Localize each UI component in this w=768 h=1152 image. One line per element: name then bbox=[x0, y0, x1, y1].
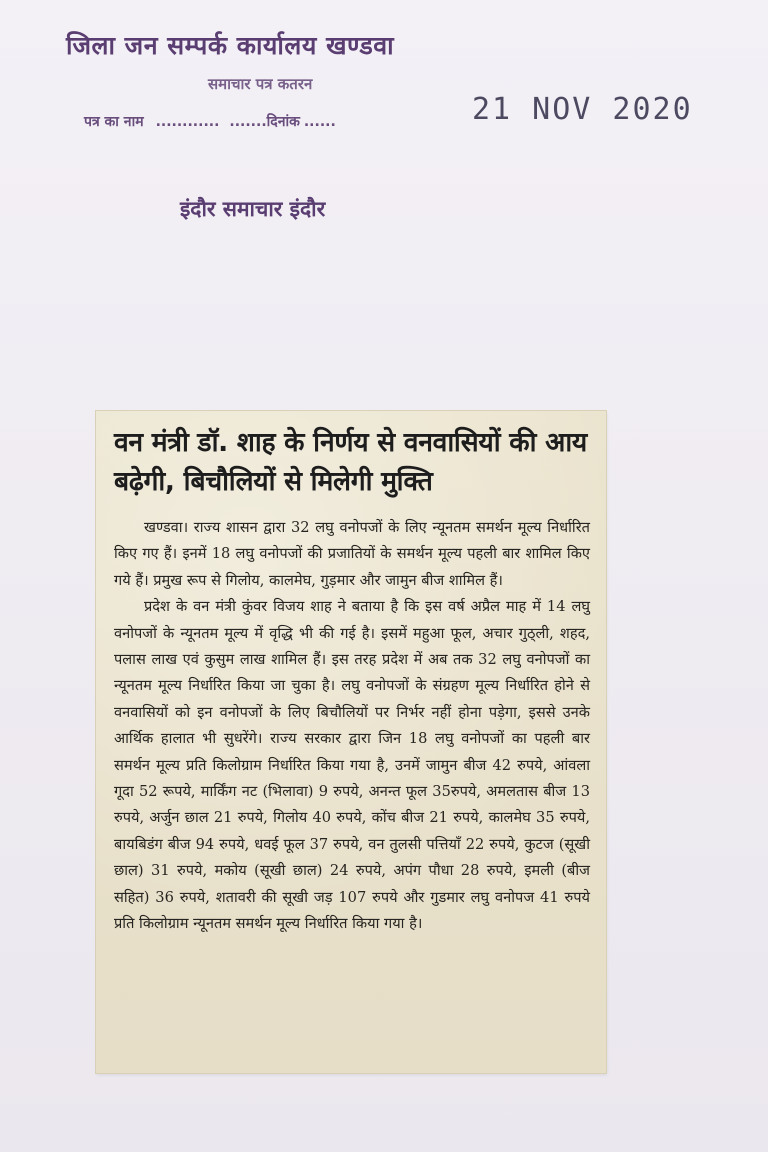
article-paragraph: खण्डवा। राज्य शासन द्वारा 32 लघु वनोपजों के लिए न्यूनतम समर्थन मूल्य निर्धारित किए गए हैं। इनमें 18 लघु वनोपजों की प्रजातियों के समर्थन मूल्य पहली बार शामिल किए गये हैं। प्रमुख रूप से गिलोय, कालमेघ, गुड़मार और जामुन बीज शामिल हैं। bbox=[114, 519, 590, 589]
dotted-fill: ...... bbox=[303, 114, 336, 130]
paper-date-stamp-row bbox=[84, 112, 336, 131]
clipping-section-stamp: समाचार पत्र कतरन bbox=[208, 75, 313, 93]
office-stamp: जिला जन सम्पर्क कार्यालय खण्डवा bbox=[66, 31, 395, 60]
dotted-fill: ............ bbox=[155, 114, 220, 130]
article-headline: वन मंत्री डॉ. शाह के निर्णय से वनवासियों की आय बढ़ेगी, बिचौलियों से मिलेगी मुक्ति bbox=[114, 427, 587, 497]
date-stamp: 21 NOV 2020 bbox=[472, 92, 693, 127]
dotted-fill: ....... bbox=[229, 114, 267, 130]
newspaper-clipping bbox=[96, 411, 606, 1073]
date-label: दिनांक bbox=[266, 114, 300, 130]
newspaper-name-stamp: इंदौर समाचार इंदौर bbox=[180, 197, 326, 221]
paper-name-label: पत्र का नाम bbox=[84, 114, 144, 130]
article-paragraph: प्रदेश के वन मंत्री कुंवर विजय शाह ने बताया है कि इस वर्ष अप्रैल माह में 14 लघु वनोपजों के न्यूनतम मूल्य में वृद्धि भी की गई है। इसमें महुआ फूल, अचार गुठ्ली, शहद, पलास लाख एवं कुसुम लाख शामिल हैं। इस तरह प्रदेश में अब तक 32 लघु वनोपजों का न्यूनतम मूल्य निर्धारित किया जा चुका है। लघु वनोपजों के संग्रहण मूल्य निर्धारित होने से वनवासियों को इन वनोपजों के लिए बिचौलियों पर निर्भर नहीं होना पड़ेगा, इससे उनके आर्थिक हालात भी सुधरेंगे। राज्य सरकार द्वारा जिन 18 लघु वनोपजों का पहली बार समर्थन मूल्य प्रति किलोग्राम निर्धारित किया गया है, उनमें जामुन बीज 42 रुपये, आंवला गूदा 52 रूपये, मार्किंग नट (भिलावा) 9 रुपये, अनन्त फूल 35रुपये, अमलतास बीज 13 रुपये, अर्जुन छाल 21 रुपये, गिलोय 40 रुपये, कोंच बीज 21 रुपये, कालमेघ 35 रुपये, बायबिडंग बीज 94 रुपये, धवई फूल 37 रुपये, वन तुलसी पत्तियाँ 22 रुपये, कुटज (सूखी छाल) 31 रुपये, मकोय (सूखी छाल) 24 रुपये, अपंग पौधा 28 रुपये, इमली (बीज सहित) 36 रुपये, शतावरी की सूखी जड़ 107 रुपये और गुडमार लघु वनोपज 41 रुपये प्रति किलोग्राम न्यूनतम समर्थन मूल्य निर्धारित किया गया है। bbox=[114, 598, 590, 933]
